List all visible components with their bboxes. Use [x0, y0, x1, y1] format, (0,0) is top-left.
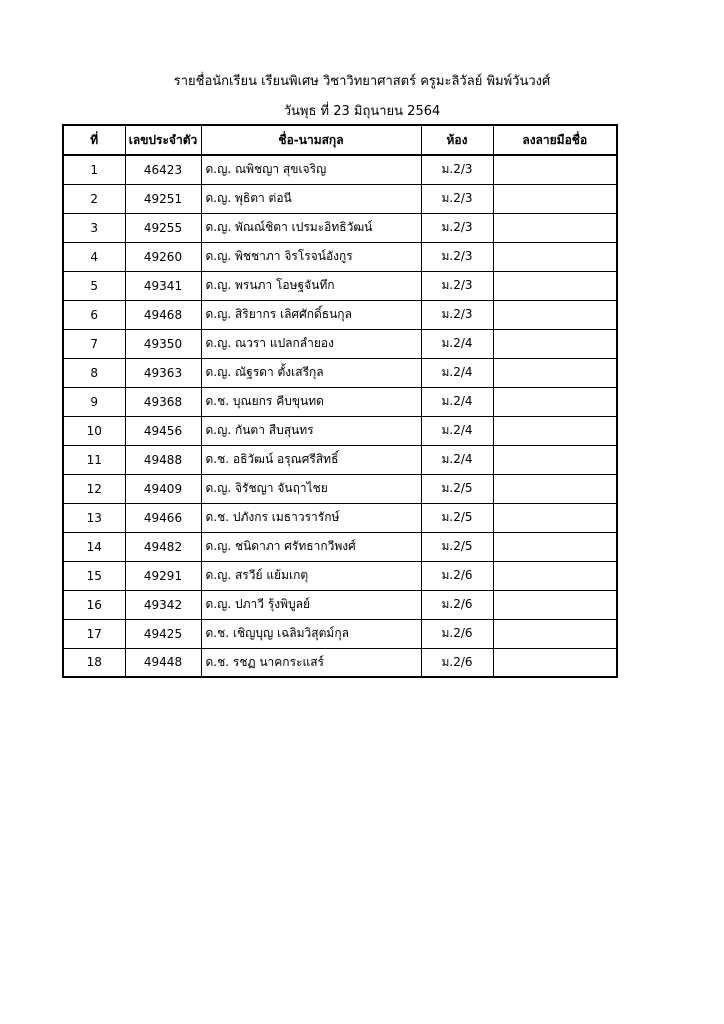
row-number-cell: 1 — [63, 155, 125, 184]
student-name-cell: ด.ญ. พรนภา โอษฐจันทึก — [201, 271, 421, 300]
row-number-cell: 12 — [63, 474, 125, 503]
row-number-cell: 16 — [63, 590, 125, 619]
student-name-cell: ด.ญ. กันตา สืบสุนทร — [201, 416, 421, 445]
student-id-cell: 49482 — [125, 532, 201, 561]
table-row — [63, 300, 617, 329]
row-number-cell: 15 — [63, 561, 125, 590]
room-cell: ม.2/4 — [421, 387, 493, 416]
table-row — [63, 503, 617, 532]
student-name-cell: ด.ญ. ณพิชญา สุขเจริญ — [201, 155, 421, 184]
student-id-cell: 49425 — [125, 619, 201, 648]
student-id-cell: 49341 — [125, 271, 201, 300]
table-row — [63, 619, 617, 648]
column-header-signature: ลงลายมือชื่อ — [493, 125, 617, 155]
room-cell: ม.2/6 — [421, 648, 493, 677]
room-cell: ม.2/4 — [421, 358, 493, 387]
room-cell: ม.2/6 — [421, 590, 493, 619]
signature-cell[interactable] — [493, 619, 617, 648]
row-number-cell: 14 — [63, 532, 125, 561]
row-number-cell: 6 — [63, 300, 125, 329]
student-id-cell: 49350 — [125, 329, 201, 358]
signature-cell[interactable] — [493, 329, 617, 358]
student-id-cell: 49488 — [125, 445, 201, 474]
signature-cell[interactable] — [493, 590, 617, 619]
student-name-cell: ด.ช. บุณยกร คีบขุนทด — [201, 387, 421, 416]
table-row — [63, 155, 617, 184]
room-cell: ม.2/5 — [421, 532, 493, 561]
row-number-cell: 18 — [63, 648, 125, 677]
table-row — [63, 590, 617, 619]
room-cell: ม.2/6 — [421, 619, 493, 648]
document-title: รายชื่อนักเรียน เรียนพิเศษ วิชาวิทยาศาสตร์ ครูมะลิวัลย์ พิมพ์วันวงศ์ — [173, 74, 551, 89]
signature-cell[interactable] — [493, 474, 617, 503]
table-row — [63, 561, 617, 590]
student-name-cell: ด.ญ. พิชชาภา จิรโรจน์อังกูร — [201, 242, 421, 271]
signature-cell[interactable] — [493, 213, 617, 242]
room-cell: ม.2/6 — [421, 561, 493, 590]
row-number-cell: 13 — [63, 503, 125, 532]
student-name-cell: ด.ญ. ณัฐรดา ตั้งเสรีกุล — [201, 358, 421, 387]
signature-cell[interactable] — [493, 648, 617, 677]
room-cell: ม.2/3 — [421, 213, 493, 242]
row-number-cell: 9 — [63, 387, 125, 416]
signature-cell[interactable] — [493, 155, 617, 184]
table-row — [63, 387, 617, 416]
student-name-cell: ด.ญ. ณวรา แปลกลำยอง — [201, 329, 421, 358]
student-name-cell: ด.ช. ปภังกร เมธาวรารักษ์ — [201, 503, 421, 532]
room-cell: ม.2/4 — [421, 329, 493, 358]
row-number-cell: 17 — [63, 619, 125, 648]
room-cell: ม.2/5 — [421, 474, 493, 503]
signature-cell[interactable] — [493, 184, 617, 213]
row-number-cell: 2 — [63, 184, 125, 213]
student-id-cell: 49409 — [125, 474, 201, 503]
room-cell: ม.2/3 — [421, 271, 493, 300]
table-row — [63, 648, 617, 677]
signature-cell[interactable] — [493, 358, 617, 387]
column-header-student-id: เลขประจำตัว — [125, 125, 201, 155]
row-number-cell: 10 — [63, 416, 125, 445]
room-cell: ม.2/3 — [421, 155, 493, 184]
table-row — [63, 329, 617, 358]
row-number-cell: 8 — [63, 358, 125, 387]
student-name-cell: ด.ญ. ปภาวี รุ้งพิบูลย์ — [201, 590, 421, 619]
student-id-cell: 49448 — [125, 648, 201, 677]
column-header-full-name: ชื่อ-นามสกุล — [201, 125, 421, 155]
row-number-cell: 7 — [63, 329, 125, 358]
signature-cell[interactable] — [493, 503, 617, 532]
row-number-cell: 3 — [63, 213, 125, 242]
document-date: วันพุธ ที่ 23 มิถุนายน 2564 — [283, 104, 441, 119]
table-row — [63, 532, 617, 561]
signature-cell[interactable] — [493, 445, 617, 474]
student-name-cell: ด.ช. อธิวัฒน์ อรุณศรีสิทธิ์ — [201, 445, 421, 474]
table-row — [63, 271, 617, 300]
student-id-cell: 49291 — [125, 561, 201, 590]
signature-cell[interactable] — [493, 271, 617, 300]
table-row — [63, 242, 617, 271]
column-header-room: ห้อง — [421, 125, 493, 155]
table-row — [63, 213, 617, 242]
student-name-cell: ด.ช. รชฏ นาคกระแสร์ — [201, 648, 421, 677]
student-id-cell: 49468 — [125, 300, 201, 329]
student-name-cell: ด.ญ. สรวีย์ แย้มเกตุ — [201, 561, 421, 590]
room-cell: ม.2/4 — [421, 445, 493, 474]
student-name-cell: ด.ญ. พัณณ์ชิตา เปรมะอิทธิวัฒน์ — [201, 213, 421, 242]
room-cell: ม.2/3 — [421, 242, 493, 271]
student-id-cell: 49251 — [125, 184, 201, 213]
student-id-cell: 49456 — [125, 416, 201, 445]
student-id-cell: 49466 — [125, 503, 201, 532]
student-id-cell: 49342 — [125, 590, 201, 619]
table-row — [63, 184, 617, 213]
table-row — [63, 358, 617, 387]
student-name-cell: ด.ช. เชิญบุญ เฉลิมวิสุตม์กุล — [201, 619, 421, 648]
student-id-cell: 46423 — [125, 155, 201, 184]
signature-cell[interactable] — [493, 561, 617, 590]
room-cell: ม.2/3 — [421, 300, 493, 329]
student-id-cell: 49260 — [125, 242, 201, 271]
student-id-cell: 49255 — [125, 213, 201, 242]
row-number-cell: 4 — [63, 242, 125, 271]
column-header-number: ที่ — [63, 125, 125, 155]
table-row — [63, 445, 617, 474]
signature-cell[interactable] — [493, 416, 617, 445]
table-row — [63, 416, 617, 445]
signature-cell[interactable] — [493, 300, 617, 329]
row-number-cell: 11 — [63, 445, 125, 474]
room-cell: ม.2/4 — [421, 416, 493, 445]
signature-cell[interactable] — [493, 387, 617, 416]
signature-cell[interactable] — [493, 242, 617, 271]
student-name-cell: ด.ญ. สิริยากร เลิศศักดิ์ธนกุล — [201, 300, 421, 329]
table-header-row — [63, 125, 617, 155]
student-name-cell: ด.ญ. ชนิดาภา ศรัทธากวีพงศ์ — [201, 532, 421, 561]
student-roster-table — [62, 124, 618, 678]
student-name-cell: ด.ญ. พุธิตา ต่อนี — [201, 184, 421, 213]
room-cell: ม.2/3 — [421, 184, 493, 213]
table-row — [63, 474, 617, 503]
student-id-cell: 49368 — [125, 387, 201, 416]
signature-cell[interactable] — [493, 532, 617, 561]
student-id-cell: 49363 — [125, 358, 201, 387]
table-body — [63, 155, 617, 677]
row-number-cell: 5 — [63, 271, 125, 300]
student-name-cell: ด.ญ. จิรัชญา จันฤาไชย — [201, 474, 421, 503]
room-cell: ม.2/5 — [421, 503, 493, 532]
